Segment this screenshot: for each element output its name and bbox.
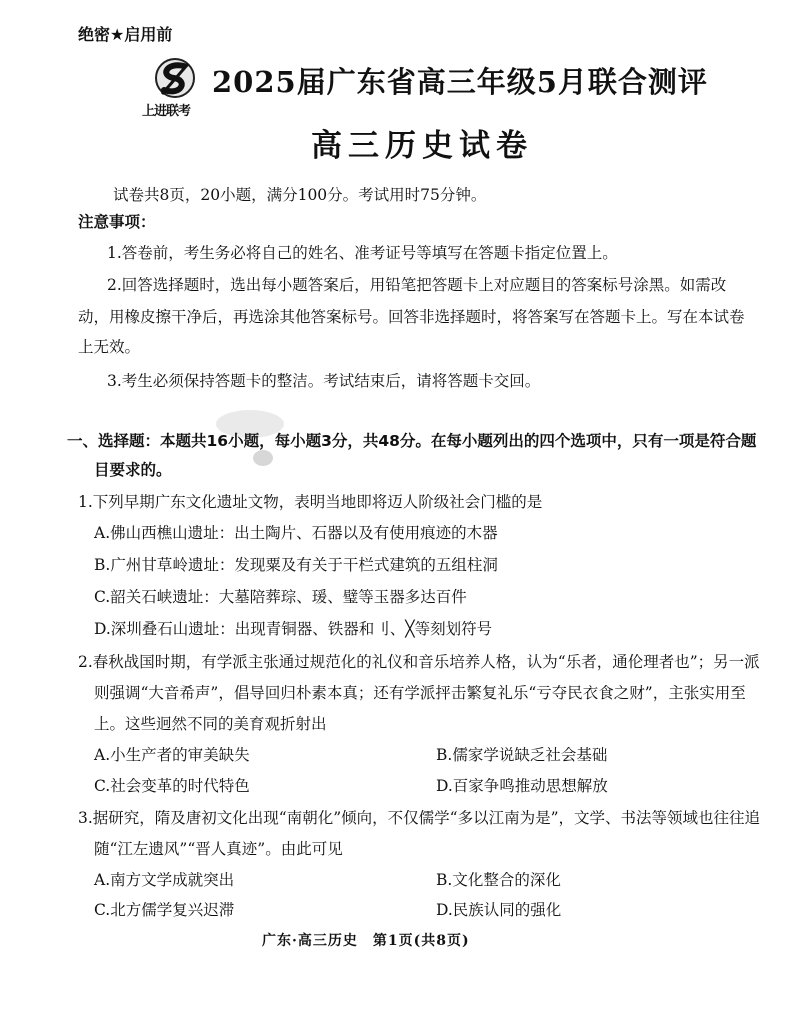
section-heading-line-1: 一、选择题：本题共16小题，每小题3分，共48分。在每小题列出的四个选项中，只有一项是符合题 [67, 432, 757, 450]
question-1-option-c: C.韶关石峡遗址：大墓陪葬琮、瑗、璧等玉器多达百件 [94, 588, 467, 606]
question-2-option-a: A.小生产者的审美缺失 [94, 746, 250, 764]
question-3-option-b: B.文化整合的深化 [436, 871, 561, 889]
page-footer: 广东·高三历史 第1页(共8页) [262, 933, 470, 949]
note-item-2-line-1: 2.回答选择题时，选出每小题答案后，用铅笔把答题卡上对应题目的答案标号涂黑。如需改 [107, 276, 727, 294]
question-2-stem-line-1: 2.春秋战国时期，有学派主张通过规范化的礼仪和音乐培养人格，认为“乐者，通伦理者也”；另一派 [78, 653, 760, 671]
exam-title: 2025届广东省高三年级5月联合测评 [212, 65, 708, 99]
note-item-1: 1.答卷前，考生务必将自己的姓名、准考证号等填写在答题卡指定位置上。 [107, 244, 618, 262]
exam-intro: 试卷共8页，20小题，满分100分。考试用时75分钟。 [113, 186, 487, 204]
question-3-option-d: D.民族认同的强化 [436, 901, 562, 919]
question-1-stem: 1.下列早期广东文化遗址文物，表明当地即将迈人阶级社会门槛的是 [78, 493, 543, 511]
question-3-option-c: C.北方儒学复兴迟滞 [94, 901, 235, 919]
exam-subject-title: 高三历史试卷 [311, 128, 533, 164]
section-heading-line-2: 目要求的。 [94, 461, 172, 479]
question-1-option-b: B.广州甘草岭遗址：发现粟及有关于干栏式建筑的五组柱洞 [94, 556, 498, 574]
question-3-stem-line-2: 随“江左遗风”“晋人真迹”。由此可见 [94, 840, 343, 858]
question-3-stem-line-1: 3.据研究，隋及唐初文化出现“南朝化”倾向，不仅儒学“多以江南为是”，文学、书法等领域也往往追 [78, 809, 760, 827]
note-item-2-line-2: 动，用橡皮擦干净后，再选涂其他答案标号。回答非选择题时，将答案写在答题卡上。写在本试卷 [78, 308, 745, 326]
question-1-option-d: D.深圳叠石山遗址：出现青铜器、铁器和刂、╳等刻划符号 [94, 620, 493, 638]
question-2-stem-line-3: 上。这些迥然不同的美育观折射出 [94, 715, 327, 733]
question-2-stem-line-2: 则强调“大音希声”，倡导回归朴素本真；还有学派抨击繁复礼乐“亏夺民衣食之财”，主张实用至 [94, 684, 746, 702]
note-item-2-line-3: 上无效。 [78, 338, 141, 356]
question-2-option-c: C.社会变革的时代特色 [94, 777, 250, 795]
note-item-3: 3.考生必须保持答题卡的整洁。考试结束后，请将答题卡交回。 [107, 372, 541, 390]
confidential-mark: 绝密★启用前 [78, 25, 173, 44]
publisher-logo-text: 上进联考 [142, 104, 191, 119]
question-3-option-a: A.南方文学成就突出 [94, 871, 235, 889]
notes-heading: 注意事项： [78, 213, 156, 231]
question-1-option-a: A.佛山西樵山遗址：出土陶片、石器以及有使用痕迹的木器 [94, 524, 498, 542]
question-2-option-b: B.儒家学说缺乏社会基础 [436, 746, 608, 764]
question-2-option-d: D.百家争鸣推动思想解放 [436, 777, 608, 795]
